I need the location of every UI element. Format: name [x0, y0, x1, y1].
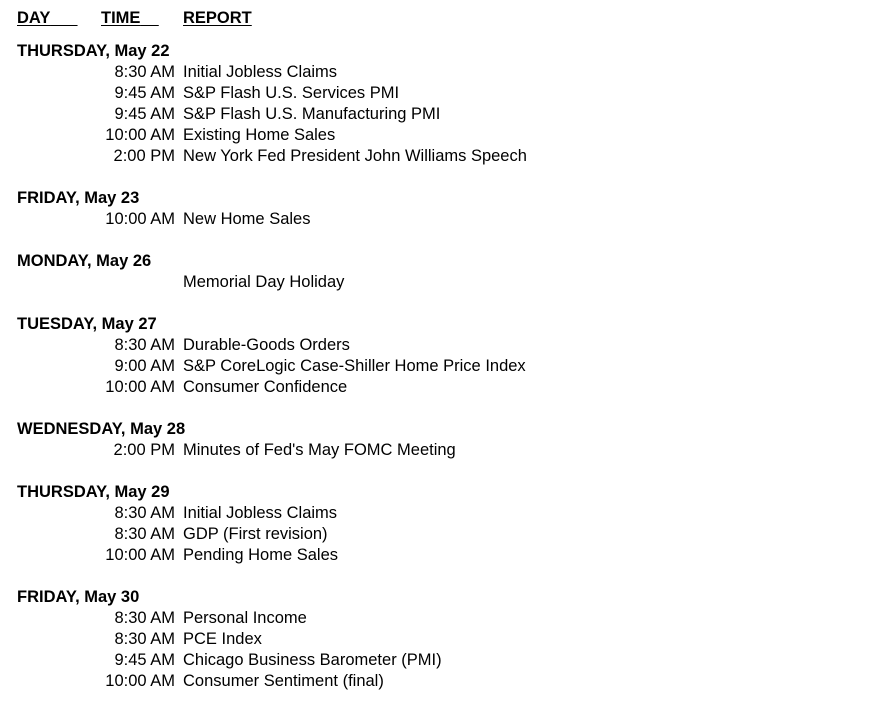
event-row [17, 209, 877, 230]
event-time: 2:00 PM [113, 441, 175, 459]
event-time: 8:30 AM [114, 630, 175, 648]
economic-calendar [17, 9, 877, 713]
event-report: Memorial Day Holiday [183, 273, 345, 291]
event-row [17, 608, 877, 629]
event-report: GDP (First revision) [183, 525, 328, 543]
event-time: 8:30 AM [114, 504, 175, 522]
event-report: PCE Index [183, 630, 262, 648]
event-row [17, 629, 877, 650]
event-report: Pending Home Sales [183, 546, 339, 564]
event-row [17, 671, 877, 692]
event-time: 10:00 AM [105, 378, 175, 396]
event-time: 9:45 AM [114, 105, 175, 123]
event-report: Personal Income [183, 609, 307, 627]
event-report: S&P CoreLogic Case-Shiller Home Price Index [183, 357, 526, 375]
day-label: TUESDAY, May 27 [17, 315, 157, 333]
event-row [17, 83, 877, 104]
event-report: Initial Jobless Claims [183, 63, 338, 81]
day-block [17, 251, 877, 293]
event-row [17, 146, 877, 167]
event-report: New York Fed President John Williams Speech [183, 147, 527, 165]
event-row [17, 125, 877, 146]
event-time: 9:45 AM [114, 84, 175, 102]
event-time: 8:30 AM [114, 525, 175, 543]
day-block [17, 419, 877, 461]
day-block [17, 587, 877, 692]
event-report: Chicago Business Barometer (PMI) [183, 651, 442, 669]
event-time: 2:00 PM [113, 147, 175, 165]
event-time: 8:30 AM [114, 609, 175, 627]
column-header-report: REPORT [183, 9, 252, 27]
event-row [17, 377, 877, 398]
event-time: 8:30 AM [114, 63, 175, 81]
day-label: FRIDAY, May 30 [17, 588, 140, 606]
event-row [17, 524, 877, 545]
event-report: Durable-Goods Orders [183, 336, 350, 354]
day-label: THURSDAY, May 29 [17, 483, 170, 501]
event-row [17, 545, 877, 566]
event-row [17, 104, 877, 125]
event-time: 8:30 AM [114, 336, 175, 354]
event-row [17, 335, 877, 356]
day-block [17, 188, 877, 230]
day-label: MONDAY, May 26 [17, 252, 152, 270]
event-report: Initial Jobless Claims [183, 504, 338, 522]
event-time: 10:00 AM [105, 210, 175, 228]
event-row [17, 440, 877, 461]
event-report: Consumer Confidence [183, 378, 348, 396]
event-report: Existing Home Sales [183, 126, 336, 144]
event-row [17, 503, 877, 524]
event-row [17, 356, 877, 377]
event-report: S&P Flash U.S. Services PMI [183, 84, 400, 102]
event-row [17, 272, 877, 293]
event-time: 9:45 AM [114, 651, 175, 669]
event-row [17, 62, 877, 83]
day-label: THURSDAY, May 22 [17, 42, 170, 60]
event-report: Minutes of Fed's May FOMC Meeting [183, 441, 456, 459]
event-time: 10:00 AM [105, 672, 175, 690]
event-time: 10:00 AM [105, 546, 175, 564]
day-block [17, 41, 877, 167]
event-report: S&P Flash U.S. Manufacturing PMI [183, 105, 441, 123]
day-block [17, 314, 877, 398]
column-header-day: DAY [17, 9, 51, 27]
event-report: New Home Sales [183, 210, 311, 228]
event-time: 9:00 AM [114, 357, 175, 375]
event-row [17, 650, 877, 671]
column-header-time: TIME [101, 9, 141, 27]
day-block [17, 482, 877, 566]
event-time: 10:00 AM [105, 126, 175, 144]
column-header-row [17, 9, 877, 31]
event-report: Consumer Sentiment (final) [183, 672, 384, 690]
day-label: FRIDAY, May 23 [17, 189, 140, 207]
day-label: WEDNESDAY, May 28 [17, 420, 186, 438]
schedule-list [17, 41, 877, 692]
